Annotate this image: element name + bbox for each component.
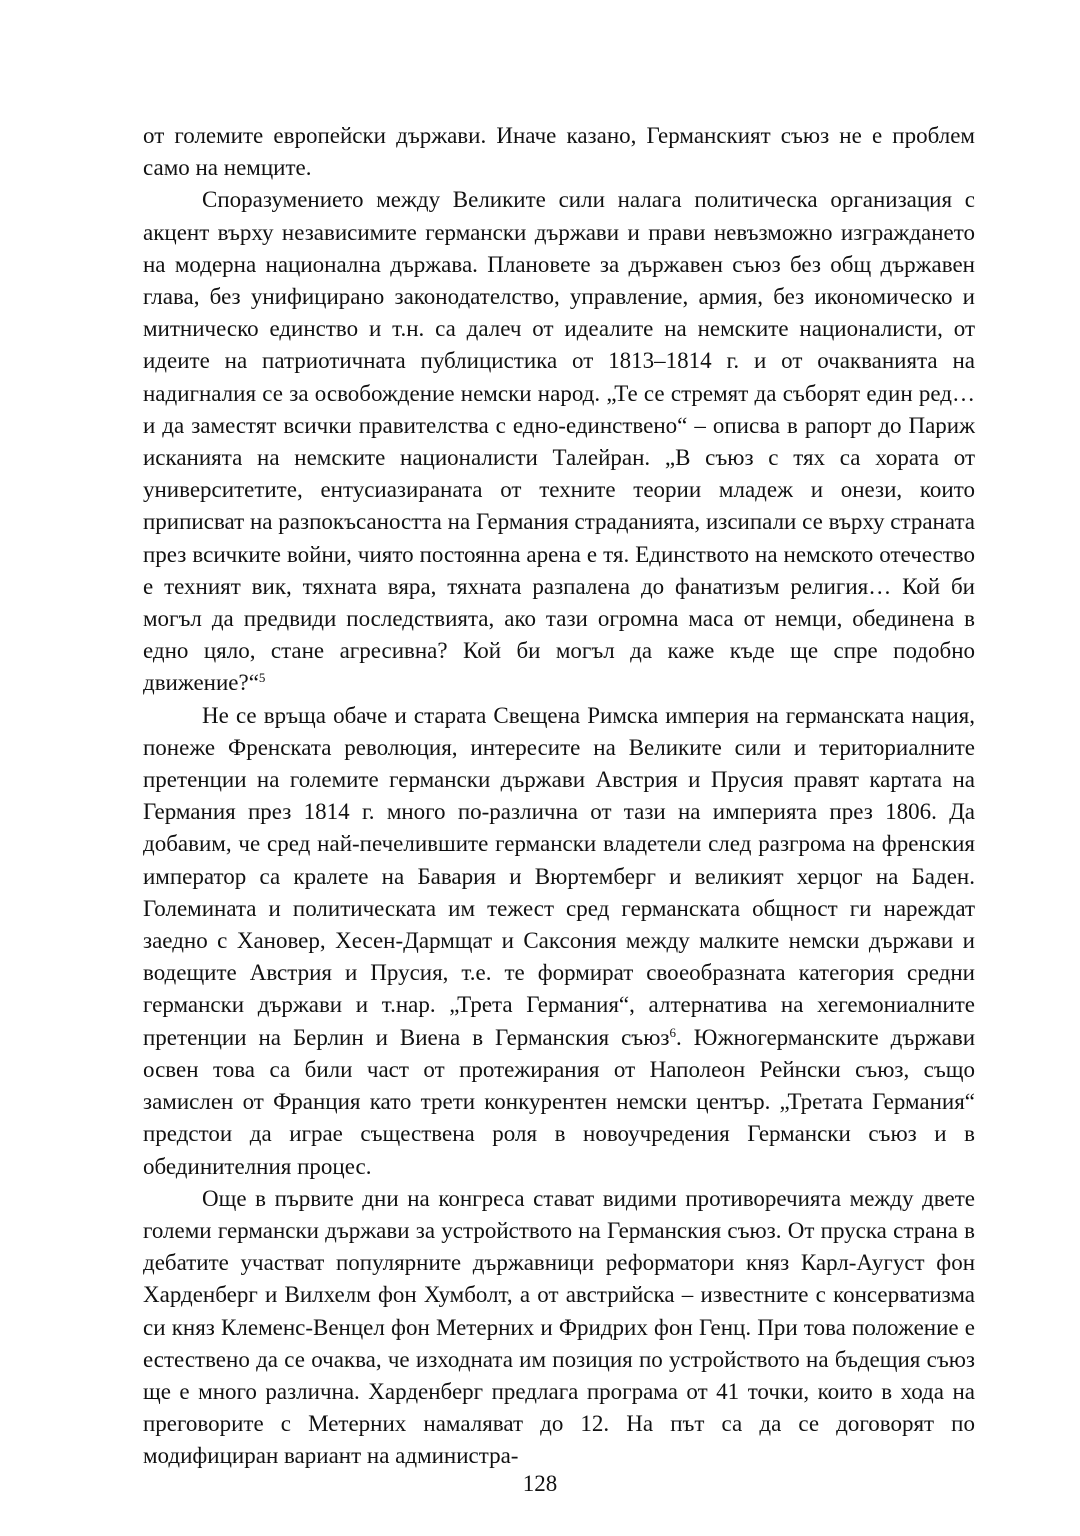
paragraph-congress-debates [143,1183,975,1473]
paragraph-continuation [143,120,975,184]
paragraph-text: Споразумението между Великите сили налага политическа организация с акцент върху независимите германски държави и прави невъзможно изграждането на модерна национална държава. Плановете за държавен съюз без общ държавен глава, без унифицирано законодателство, управление, армия, без икономическо и митническо единство и т.н. са далеч от идеалите на немските националисти, от идеите на патриотичната публицистика от 1813–1814 г. и от очакванията на надигналия се за освобождение немски народ. „Те се стремят да съборят един ред… и да заместят всички правителства с едно-единствено“ – описва в рапорт до Париж исканията на немските националисти Талейран. „В съюз с тях са хората от университетите, ентусиазираната от техните теории младеж и онези, които приписват на разпокъсаността на Германия страданията, изсипали се върху страната през всичките войни, чиято постоянна арена е тя. Единството на немското отечество е техният вик, тяхната вяра, тяхната разпалена до фанатизъм религия… Кой би могъл да предвиди последствията, ако тази огромна маса от немци, обединена в едно цяло, стане агресивна? Кой би могъл да каже къде ще спре подобно движение?“ [143,187,975,696]
page-number: 128 [522,1471,558,1496]
footnote-marker[interactable]: 5 [258,670,266,686]
paragraph-text: от големите европейски държави. Иначе казано, Германският съюз не е проблем само на немците. [143,123,975,181]
footnote-marker[interactable]: 6 [669,1024,676,1040]
paragraph-text: . Южногерманските държави освен това са били част от протежирания от Наполеон Рейнски съюз, също замислен от Франция като трети конкурентен немски център. „Третата Германия“ предстои да играе съществена роля в новоучредения Германски съюз и в обединителния процес. [143,1024,975,1179]
page-body [143,120,975,1473]
paragraph-third-germany [143,700,975,1183]
paragraph-text: Не се връща обаче и старата Свещена Римска империя на германската нация, понеже Френската революция, интересите на Великите сили и териториалните претенции на големите германски държави Австрия и Прусия правят картата на Германия през 1814 г. много по-различна от тази на империята през 1806. Да добавим, че сред най-печелившите германски владетели след разгрома на френския император са кралете на Бавария и Вюртемберг и великият херцог на Баден. Големината и политическата им тежест сред германската общност ги нареждат заедно с Хановер, Хесен-Дармщат и Саксония между малките немски държави и водещите Австрия и Прусия, т.е. те формират своеобразната категория средни германски държави и т.нар. „Трета Германия“, алтернатива на хегемониалните претенции на Берлин и Виена в Германския съюз [143,702,975,1050]
paragraph-text: Още в първите дни на конгреса стават видими противоречията между двете големи германски държави за устройството на Германския съюз. От пруска страна в дебатите участват популярните държавници реформатори княз Карл-Аугуст фон Харденберг и Вилхелм фон Хумболт, а от австрийска – известните с консерватизма си княз Клеменс-Венцел фон Метерних и Фридрих фон Генц. При това положение е естествено да се очаква, че изходната им позиция по устройството на бъдещия съюз ще е много различна. Харденберг предлага програма от 41 точки, които в хода на преговорите с Метерних намаляват до 12. На път са да се договорят по модифициран вариант на администра- [143,1185,975,1469]
paragraph-congress-agreement [143,184,975,699]
